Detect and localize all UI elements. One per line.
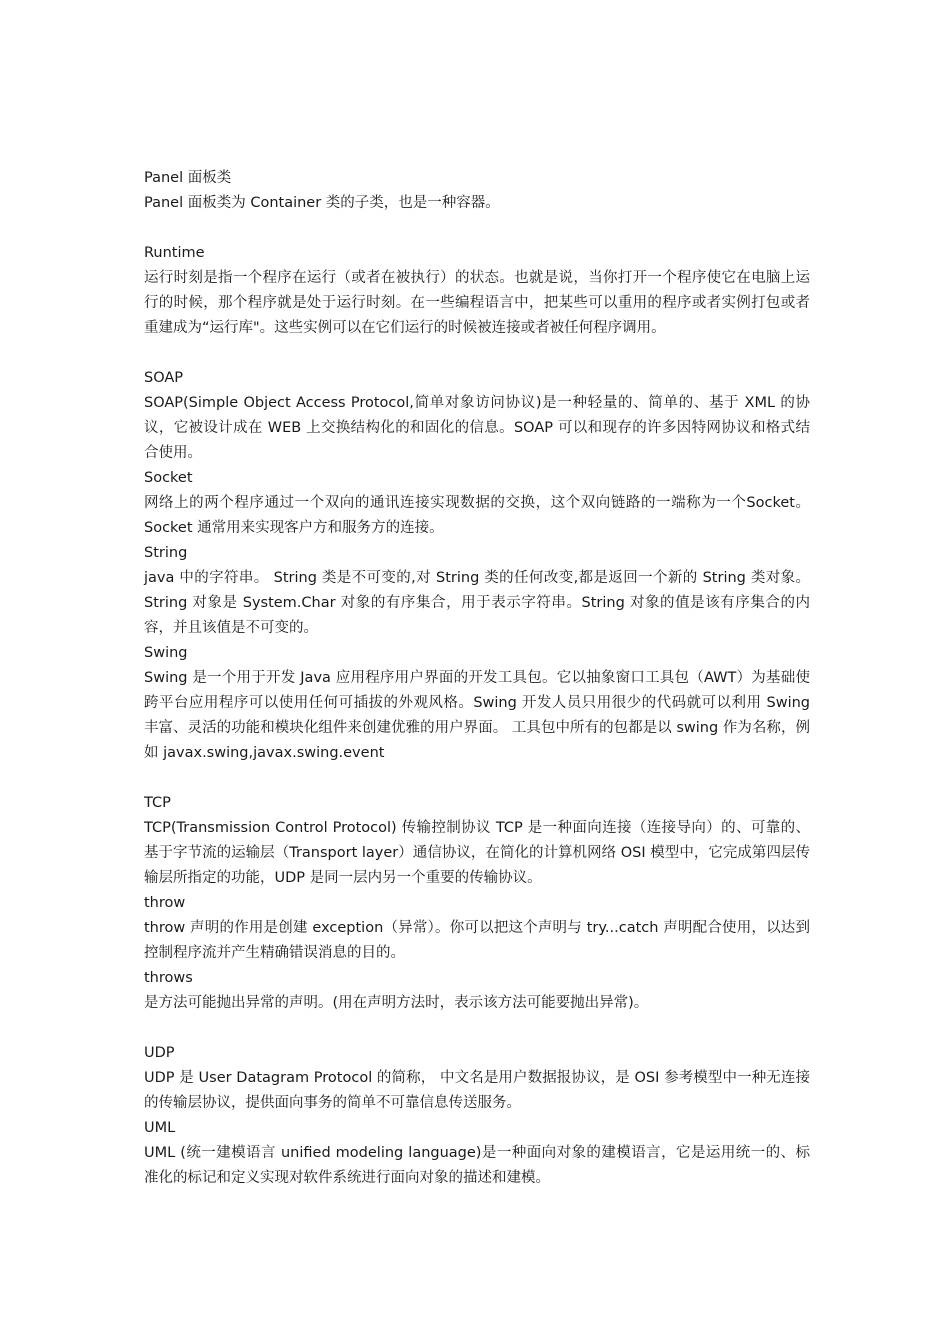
entry-term: throws [144,970,193,986]
entry-panel [144,166,810,216]
paragraph-gap [144,216,810,241]
entry-term: String [144,545,188,561]
entry-description: throw 声明的作用是创建 exception（异常）。你可以把这个声明与 try...catch 声明配合使用，以达到控制程序流并产生精确错误消息的目的。 [144,920,810,961]
entry-term: Runtime [144,245,205,261]
entry-description: Panel 面板类为 Container 类的子类，也是一种容器。 [144,195,500,211]
entry-description: UDP 是 User Datagram Protocol 的简称， 中文名是用户数据报协议，是 OSI 参考模型中一种无连接的传输层协议，提供面向事务的简单不可靠信息传送服务。 [144,1070,810,1111]
entry-term: SOAP [144,370,184,386]
entry-uml [144,1116,810,1191]
entry-socket [144,466,810,541]
entry-udp [144,1041,810,1116]
entry-description: 网络上的两个程序通过一个双向的通讯连接实现数据的交换，这个双向链路的一端称为一个Socket。Socket 通常用来实现客户方和服务方的连接。 [144,495,810,536]
entry-term: Swing [144,645,188,661]
document-page [144,166,810,1191]
entry-throw [144,891,810,966]
paragraph-gap [144,1016,810,1041]
entry-description: SOAP(Simple Object Access Protocol,简单对象访问协议)是一种轻量的、简单的、基于 XML 的协议，它被设计成在 WEB 上交换结构化的和固化的信息。SOAP 可以和现存的许多因特网协议和格式结合使用。 [144,395,810,461]
entry-term: UML [144,1120,176,1136]
entry-runtime [144,241,810,341]
entry-description: UML (统一建模语言 unified modeling language)是一种面向对象的建模语言，它是运用统一的、标准化的标记和定义实现对软件系统进行面向对象的描述和建模。 [144,1145,810,1186]
entry-term: UDP [144,1045,175,1061]
entry-description: TCP(Transmission Control Protocol) 传输控制协议 TCP 是一种面向连接（连接导向）的、可靠的、基于字节流的运输层（Transport layer）通信协议，在简化的计算机网络 OSI 模型中，它完成第四层传输层所指定的功能，UDP 是同一层内另一个重要的传输协议。 [144,820,810,886]
paragraph-gap [144,341,810,366]
entry-term: TCP [144,795,171,811]
entry-term: Socket [144,470,193,486]
entry-description: 是方法可能抛出异常的声明。(用在声明方法时，表示该方法可能要抛出异常)。 [144,995,649,1011]
entry-description: Swing 是一个用于开发 Java 应用程序用户界面的开发工具包。它以抽象窗口工具包（AWT）为基础使跨平台应用程序可以使用任何可插拔的外观风格。Swing 开发人员只用很少的代码就可以利用 Swing 丰富、灵活的功能和模块化组件来创建优雅的用户界面。 工具包中所有的包都是以 swing 作为名称，例如 javax.swing,javax.swing.event [144,670,810,761]
entry-description: 运行时刻是指一个程序在运行（或者在被执行）的状态。也就是说，当你打开一个程序使它在电脑上运行的时候，那个程序就是处于运行时刻。在一些编程语言中，把某些可以重用的程序或者实例打包或者重建成为“运行库"。这些实例可以在它们运行的时候被连接或者被任何程序调用。 [144,270,810,336]
entry-throws [144,966,810,1016]
entry-tcp [144,791,810,891]
entry-description: java 中的字符串。 String 类是不可变的,对 String 类的任何改变,都是返回一个新的 String 类对象。 String 对象是 System.Char 对象的有序集合，用于表示字符串。String 对象的值是该有序集合的内容，并且该值是不可变的。 [144,570,810,636]
entry-string [144,541,810,641]
entry-term: Panel 面板类 [144,170,232,186]
paragraph-gap [144,766,810,791]
entry-swing [144,641,810,766]
entry-soap [144,366,810,466]
entry-term: throw [144,895,186,911]
